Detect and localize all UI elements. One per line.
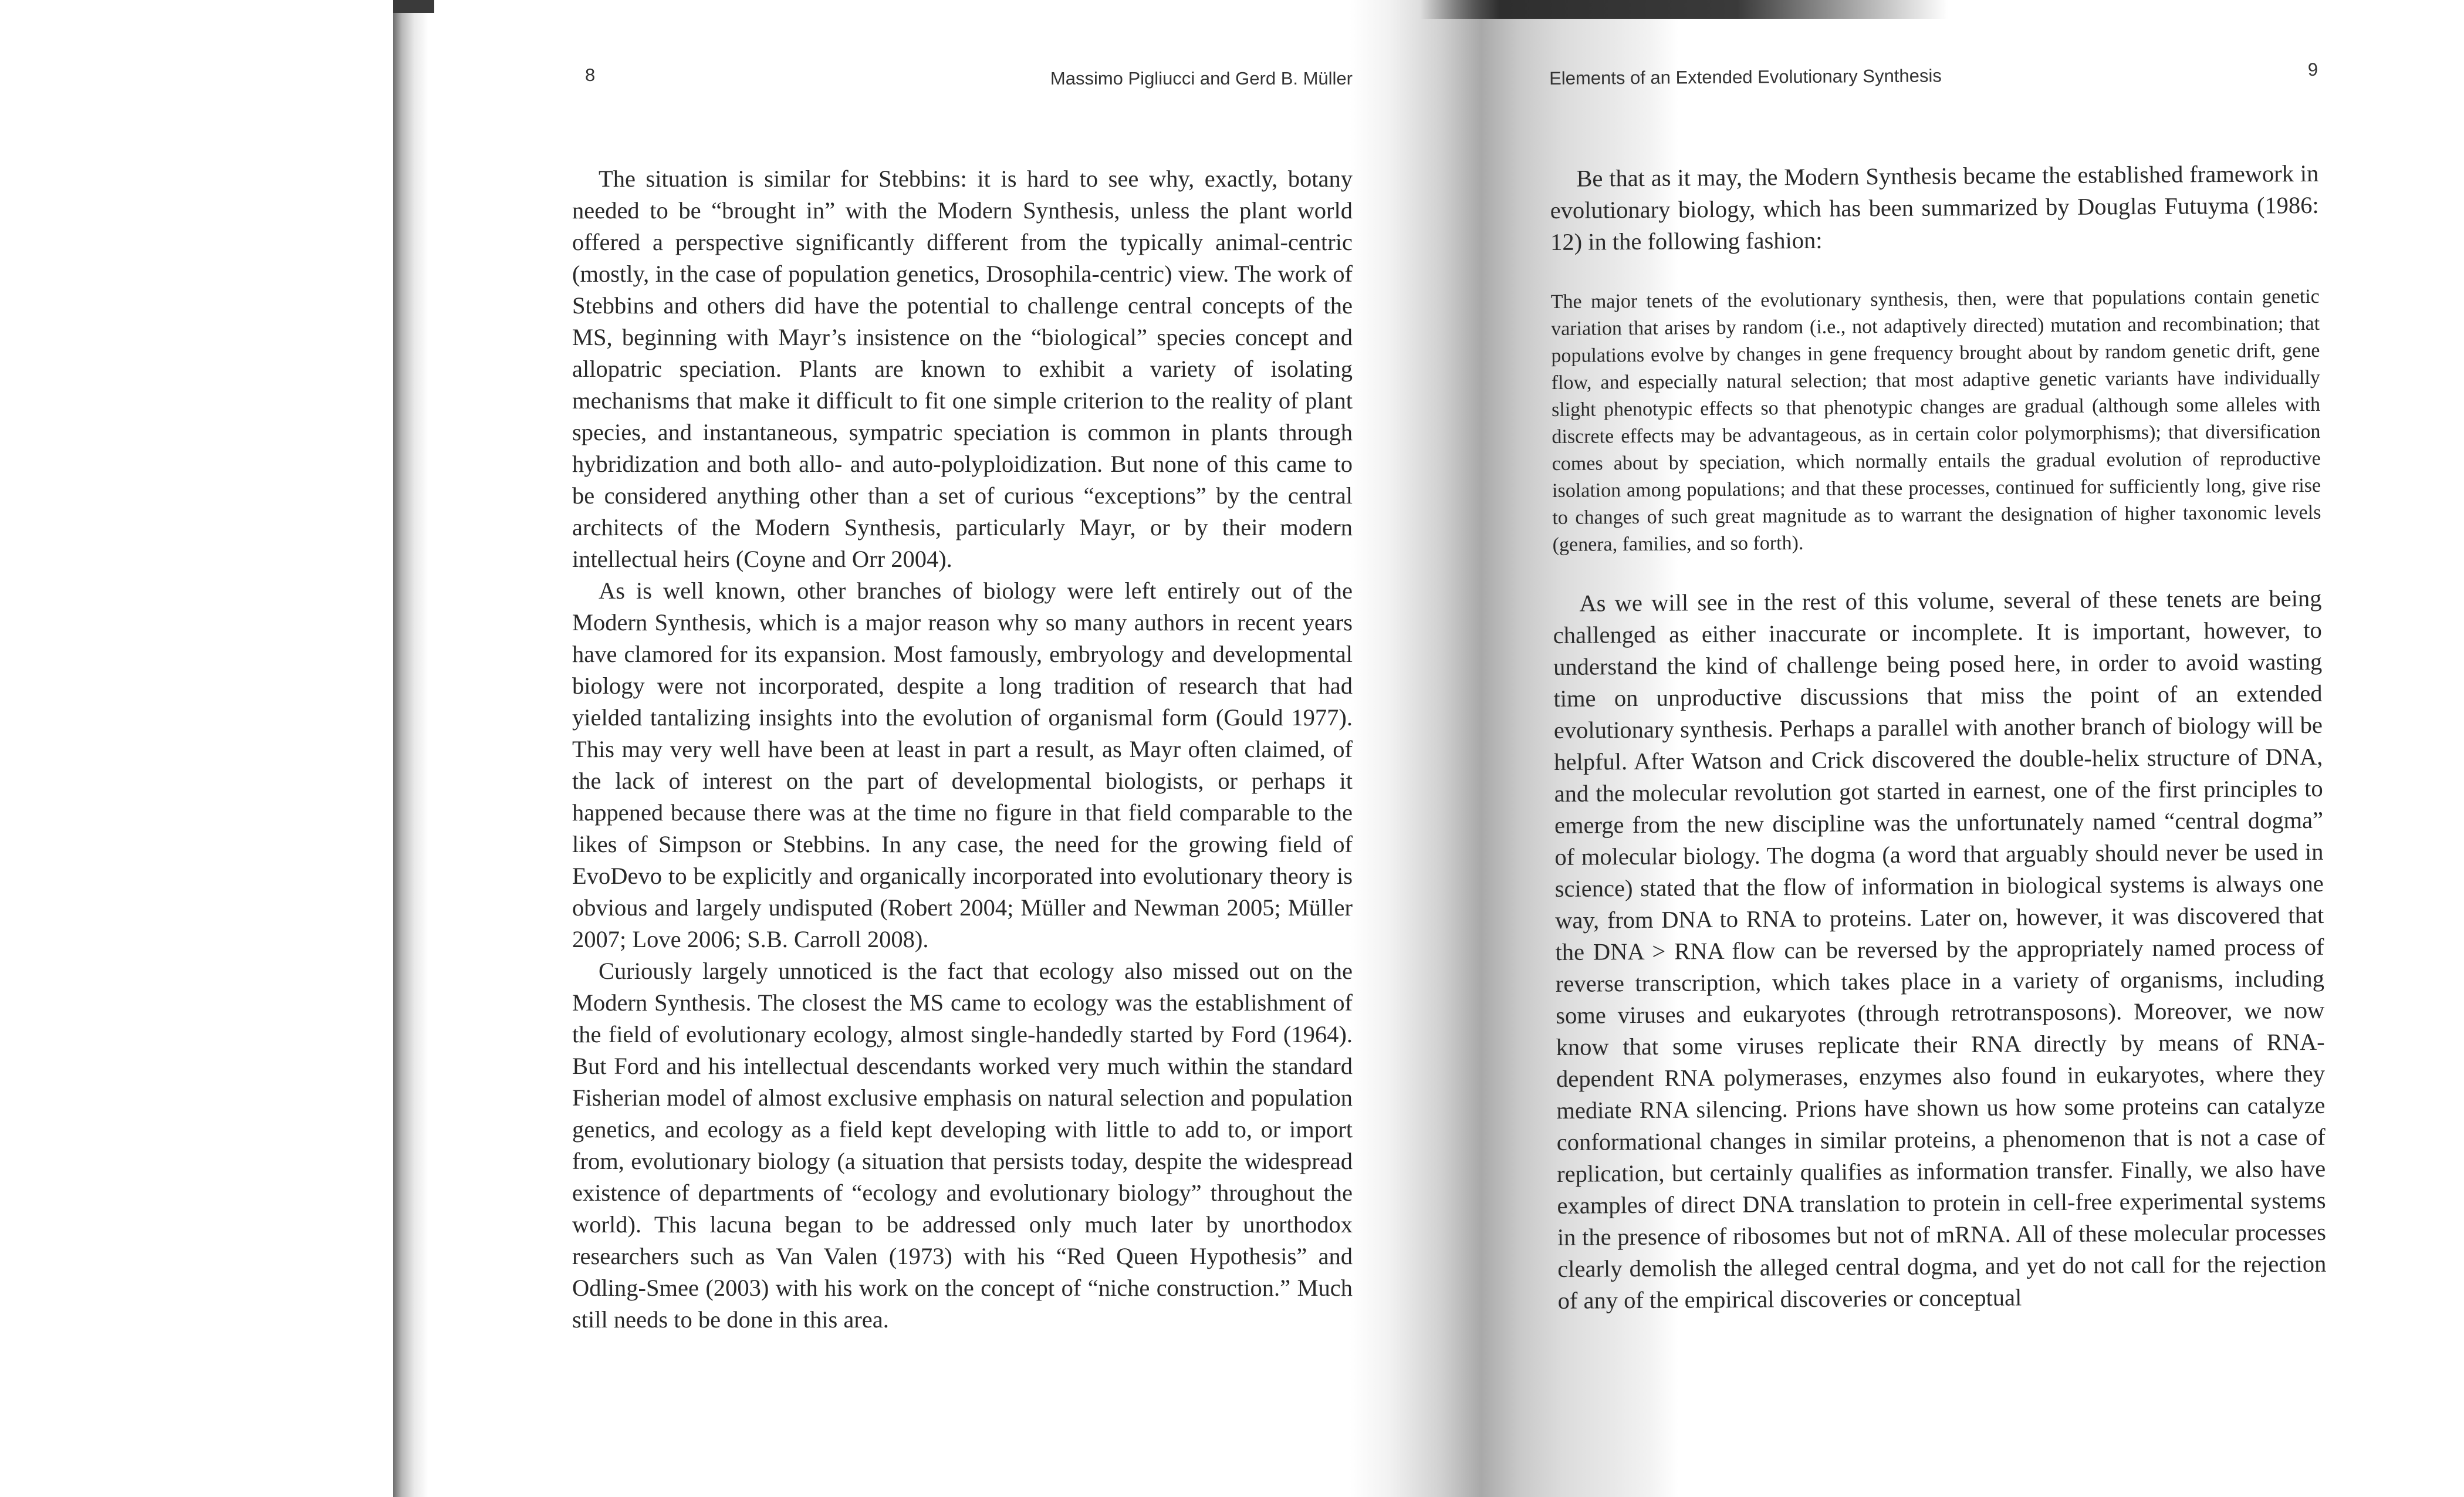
left-page-body [572,163,1353,1336]
right-body-paragraph: As we will see in the rest of this volume, several of these tenets are being challenged as either inaccurate or incomplete. It is important, however, to understand the kind of challenge being posed here, in order to avoid wasting time on unproductive discussions that miss the point of an extended evolutionary synthesis. Perhaps a parallel with another branch of biology will be helpful. After Watson and Crick discovered the double-helix structure of DNA, and the molecular revolution got started in earnest, one of the first principles to emerge from the new discipline was the unfortunately named “central dogma” of molecular biology. The dogma (a word that arguably should never be used in science) stated that the flow of information in biological systems is always one way, from DNA to RNA to proteins. Later on, however, it was discovered that the DNA > RNA flow can be reversed by the appropriately named process of reverse transcription, which takes place in a variety of organisms, including some viruses and eukaryotes (through retrotransposons). Moreover, we now know that some viruses replicate their RNA directly by means of RNA-dependent RNA polymerases, enzymes also found in eukaryotes, where they mediate RNA silencing. Prions have shown us how some proteins can catalyze conformational changes in similar proteins, a phenomenon that is not a case of replication, but certainly qualifies as information transfer. Finally, we also have examples of direct DNA translation to protein in cell-free experimental systems in the presence of ribosomes but not of mRNA. All of these molecular processes clearly demolish the alleged central dogma, and yet do not call for the rejection of any of the empirical discoveries or conceptual [1553,584,2327,1314]
right-intro-paragraph: Be that as it may, the Modern Synthesis became the established framework in evolutionary biology, which has been summarized by Douglas Futuyma (1986: 12) in the following fashion: [1550,160,2319,255]
right-page-body [1550,158,2327,1317]
left-running-title: Massimo Pigliucci and Gerd B. Müller [1050,68,1353,89]
left-paragraph-2: As is well known, other branches of biology were left entirely out of the Modern Synthesis, which is a major reason why so many authors in recent years have clamored for its expansion. Most famously, embryology and developmental biology were not incorporated, despite a long tradition of research that had yielded tantalizing insights into the evolution of organismal form (Gould 1977). This may very well have been at least in part a result, as Mayr often claimed, of the lack of interest on the part of developmental biologists, or perhaps it happened because there was at the time no figure in that field comparable to the likes of Simpson or Stebbins. In any case, the need for the growing field of EvoDevo to be explicitly and organically incorporated into evolutionary theory is obvious and largely undisputed (Robert 2004; Müller and Newman 2005; Müller 2007; Love 2006; S.B. Carroll 2008). [572,577,1353,952]
right-running-head [1549,59,2318,100]
right-page-number: 9 [2307,59,2318,80]
book-spine-top [1420,0,1948,19]
block-quote: The major tenets of the evolutionary synthesis, then, were that populations contain genetic variation that arises by random (i.e., not adaptively directed) mutation and recombination; that populations evolve by changes in gene frequency brought about by random genetic drift, gene flow, and especially natural selection; that most adaptive genetic variants have individually slight phenotypic effects so that phenotypic changes are gradual (although some alleles with discrete effects may be advantageous, as in certain color polymorphisms); that diversification comes about by speciation, which normally entails the gradual evolution of reproductive isolation among populations; and that these processes, continued for sufficiently long, give rise to changes of such great magnitude as to warrant the designation of higher taxonomic levels (genera, families, and so forth). [1550,285,2321,556]
left-paragraph-3: Curiously largely unnoticed is the fact that ecology also missed out on the Modern Synthesis. The closest the MS came to ecology was the establishment of the field of evolutionary ecology, almost single-handedly started by Ford (1964). But Ford and his intellectual descendants worked very much within the standard Fisherian model of almost exclusive emphasis on natural selection and population genetics, and ecology as a field kept developing with little to add to, or import from, evolutionary biology (a situation that persists today, despite the widespread existence of departments of “ecology and evolutionary biology” throughout the world). This lacuna began to be addressed only much later by unorthodox researchers such as Van Valen (1973) with his “Red Queen Hypothesis” and Odling-Smee (2003) with his work on the concept of “niche construction.” Much still needs to be done in this area. [572,958,1353,1333]
left-running-head [572,65,1353,100]
left-page [572,65,1353,1336]
left-page-number: 8 [585,65,596,85]
right-page [1549,59,2327,1317]
book-right-edge [2435,0,2464,1497]
right-running-title: Elements of an Extended Evolutionary Synthesis [1549,65,1942,89]
book-left-edge-cap [393,0,434,13]
left-paragraph-1: The situation is similar for Stebbins: it is hard to see why, exactly, botany needed to be “brought in” with the Modern Synthesis, unless the plant world offered a perspective significantly different from the typically animal-centric (mostly, in the case of population genetics, Drosophila-centric) view. The work of Stebbins and others did have the potential to challenge central concepts of the MS, beginning with Mayr’s insistence on the “biological” species concept and allopatric speciation. Plants are known to exhibit a variety of isolating mechanisms that make it difficult to fit one simple criterion to the reality of plant species, and instantaneous, sympatric speciation is common in plants through hybridization and both allo- and auto-polyploidization. But none of this came to be considered anything other than a set of curious “exceptions” by the central architects of the Modern Synthesis, particularly Mayr, or by their modern intellectual heirs (Coyne and Orr 2004). [572,165,1353,572]
book-left-edge [393,0,428,1497]
